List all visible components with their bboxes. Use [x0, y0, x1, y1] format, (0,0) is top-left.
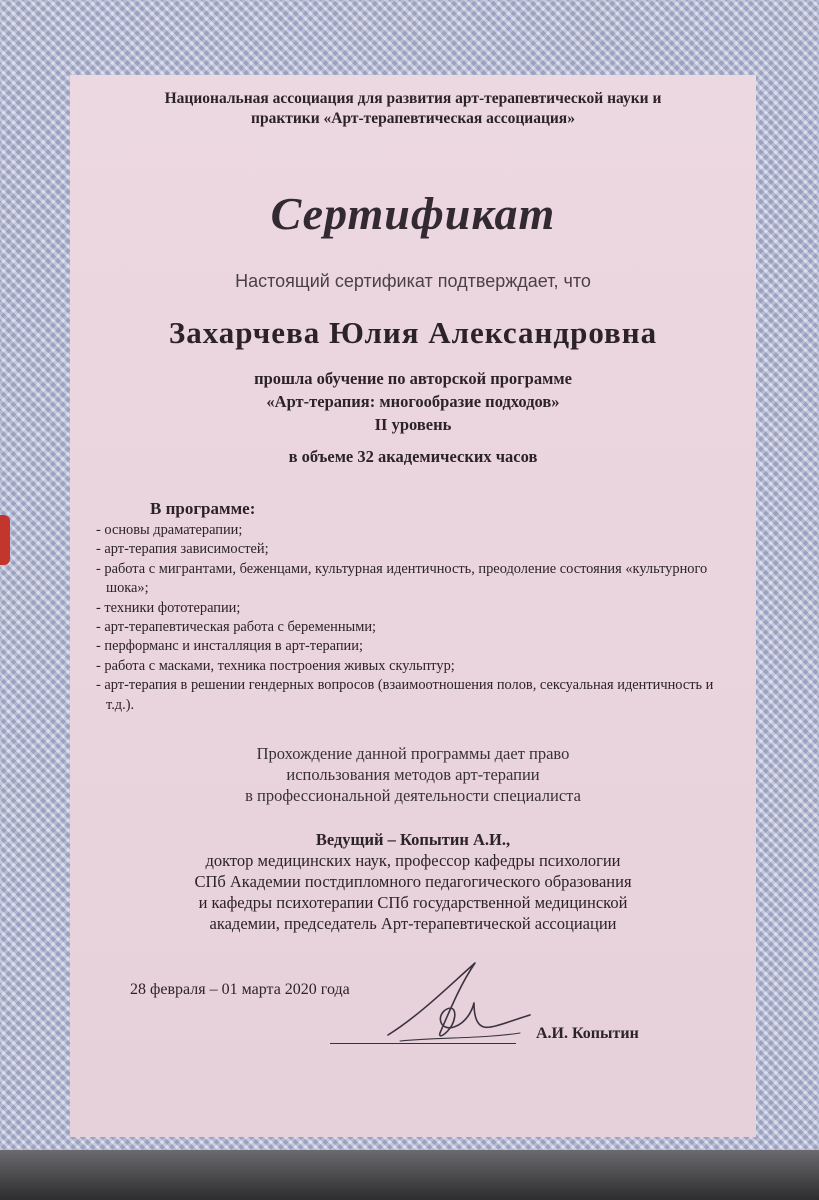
red-object-edge: [0, 515, 10, 565]
rights-line: Прохождение данной программы дает право: [256, 744, 570, 763]
signatory-name: А.И. Копытин: [536, 1025, 639, 1042]
leader-credential: доктор медицинских наук, профессор кафедры психологии: [205, 851, 621, 870]
course-line-1: прошла обучение по авторской программе: [254, 369, 572, 388]
rights-statement: [70, 743, 756, 806]
signature-line: [330, 1043, 516, 1044]
confirm-text: Настоящий сертификат подтверждает, что: [235, 271, 591, 291]
program-item: - работа с мигрантами, беженцами, культурная идентичность, преодоление состояния «культурного шока»;: [96, 560, 708, 597]
course-info: [70, 367, 756, 436]
recipient-name: Захарчева Юлия Александровна: [168, 315, 658, 350]
program-item: - арт-терапевтическая работа с беременными;: [96, 619, 377, 636]
leader-name: Ведущий – Копытин А.И.,: [315, 830, 511, 849]
program-item: - перформанс и инсталляция в арт-терапии;: [96, 638, 363, 655]
program-item: - работа с масками, техника построения живых скульптур;: [96, 657, 455, 674]
course-level: II уровень: [374, 415, 452, 434]
leader-credential: СПб Академии постдипломного педагогического образования: [194, 872, 632, 891]
rights-line: использования методов арт-терапии: [286, 765, 540, 784]
program-item: - техники фототерапии;: [96, 599, 241, 616]
table-surface: [0, 1150, 819, 1200]
program-item: - арт-терапия в решении гендерных вопросов (взаимоотношения полов, сексуальная идентичность и т.д.).: [96, 677, 714, 713]
organization-name: Национальная ассоциация для развития арт-терапевтической науки и практики «Арт-терапевтическая ассоциация»: [164, 90, 662, 127]
course-date: 28 февраля – 01 марта 2020 года: [130, 981, 350, 998]
rights-line: в профессиональной деятельности специалиста: [245, 786, 581, 805]
program-item: - основы драматерапии;: [96, 522, 243, 538]
program-heading: В программе:: [150, 499, 256, 518]
handwritten-signature: [380, 955, 540, 1050]
certificate-paper: [70, 75, 756, 1137]
leader-credential: академии, председатель Арт-терапевтической ассоциации: [209, 914, 617, 933]
course-hours: в объеме 32 академических часов: [288, 447, 538, 466]
program-item: - арт-терапия зависимостей;: [96, 541, 269, 558]
leader-info: [70, 829, 756, 934]
certificate-title: Сертификат: [270, 188, 556, 239]
program-list: [96, 521, 736, 715]
course-title: «Арт-терапия: многообразие подходов»: [266, 392, 560, 411]
leader-credential: и кафедры психотерапии СПб государственной медицинской: [198, 893, 628, 912]
